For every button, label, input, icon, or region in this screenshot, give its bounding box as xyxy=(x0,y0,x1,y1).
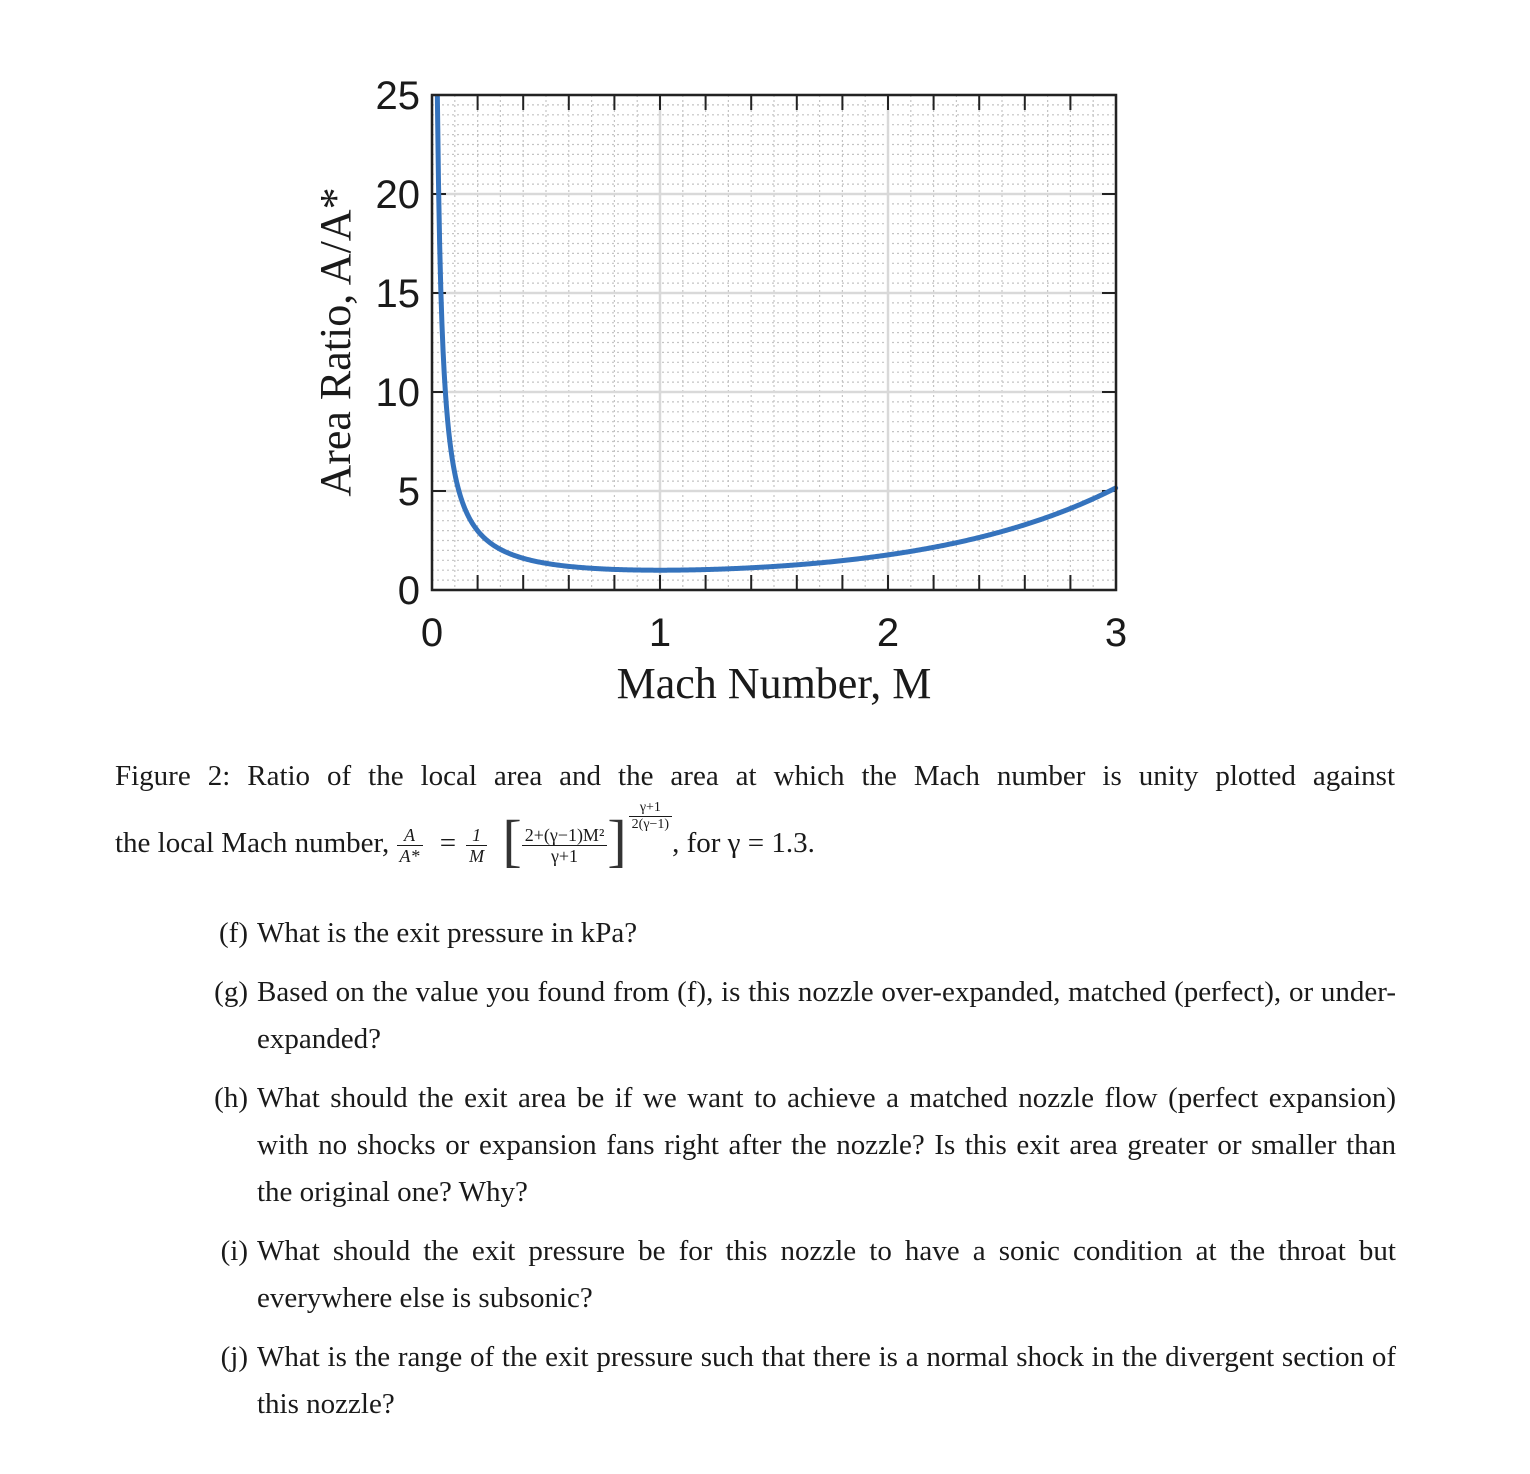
inner-den: γ+1 xyxy=(550,845,579,866)
caption-suffix: , for γ = 1.3. xyxy=(672,827,815,859)
question-item xyxy=(200,1075,1396,1216)
question-item xyxy=(200,1334,1396,1428)
question-text: What is the exit pressure in kPa? xyxy=(257,917,638,949)
right-bracket: ] xyxy=(607,808,627,874)
x-tick-label: 0 xyxy=(420,611,444,655)
x-tick-label: 2 xyxy=(876,611,900,655)
question-label: (g) xyxy=(214,976,248,1008)
question-text: What should the exit area be if we want to achieve a matched nozzle flow (perfect expansion) with no shocks or expansion fans right after the nozzle? Is this exit area greater or smaller than the original one? Why? xyxy=(257,1082,1396,1208)
y-tick-label: 15 xyxy=(375,272,420,316)
y-tick-label: 20 xyxy=(375,173,420,217)
equals-sign: = xyxy=(439,827,457,859)
question-list xyxy=(200,910,1396,1440)
question-text: What should the exit pressure be for this nozzle to have a sonic condition at the throat but everywhere else is subsonic? xyxy=(257,1235,1396,1314)
lhs-den: A* xyxy=(399,845,420,866)
exponent-fraction xyxy=(629,800,672,833)
y-axis-label: Area Ratio, A/A* xyxy=(311,187,360,497)
x-tick-label: 1 xyxy=(648,611,672,655)
caption-prefix: the local Mach number, xyxy=(115,827,397,859)
question-item xyxy=(200,969,1396,1063)
lhs-num: A xyxy=(397,825,423,846)
question-label: (i) xyxy=(220,1235,248,1267)
minor-grid xyxy=(432,95,1116,590)
question-text: What is the range of the exit pressure such that there is a normal shock in the divergent section of this nozzle? xyxy=(257,1341,1396,1420)
question-item xyxy=(200,1228,1396,1322)
y-tick-label: 10 xyxy=(375,371,420,415)
pre-num: 1 xyxy=(466,825,487,846)
question-text: Based on the value you found from (f), is this nozzle over-expanded, matched (perfect), or under-expanded? xyxy=(257,976,1396,1055)
question-label: (h) xyxy=(214,1082,248,1114)
exp-den: 2(γ−1) xyxy=(631,817,670,832)
y-tick-label: 25 xyxy=(375,74,420,118)
pre-fraction xyxy=(466,825,487,866)
x-tick-label: 3 xyxy=(1104,611,1128,655)
y-tick-label: 5 xyxy=(397,470,420,514)
question-label: (j) xyxy=(220,1341,248,1373)
question-item xyxy=(200,910,1396,957)
exp-num: γ+1 xyxy=(629,800,672,817)
figure-caption-line1: Figure 2: Ratio of the local area and the area at which the Mach number is unity plotted against xyxy=(115,760,1395,792)
left-bracket: [ xyxy=(502,808,522,874)
x-axis-label: Mach Number, M xyxy=(616,659,932,708)
inner-fraction xyxy=(522,825,608,866)
figure-caption-formula xyxy=(115,800,815,874)
pre-den: M xyxy=(469,845,485,866)
area-ratio-curve xyxy=(437,97,1115,570)
question-label: (f) xyxy=(219,917,248,949)
y-tick-label: 0 xyxy=(397,569,420,613)
inner-num: 2+(γ−1)M² xyxy=(522,825,608,846)
lhs-fraction xyxy=(397,825,423,866)
